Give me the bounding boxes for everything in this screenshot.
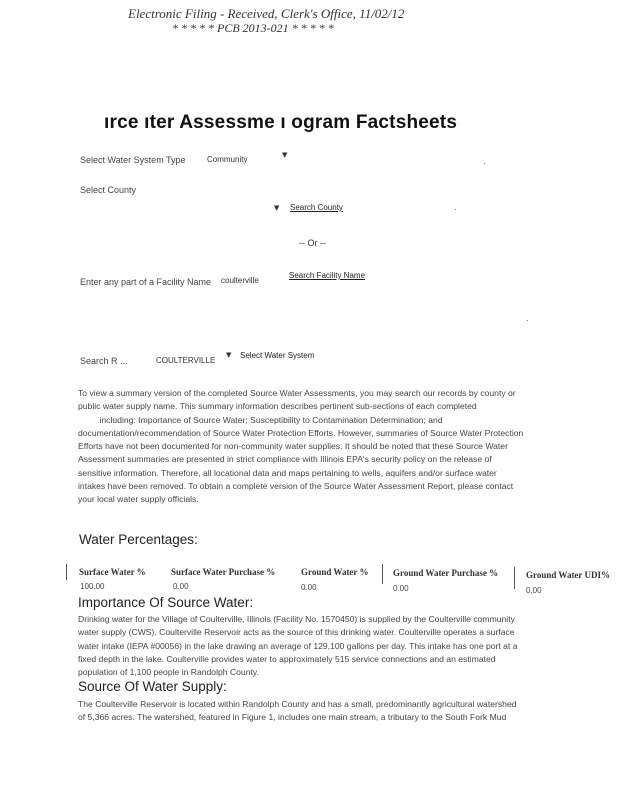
table-header: Ground Water Purchase %	[393, 568, 499, 578]
table-divider	[382, 564, 383, 584]
table-divider	[66, 564, 67, 580]
paragraph-line: Assessment summaries are presented in strict compliance with Illinois EPA's security policy on the release of	[78, 454, 492, 465]
paragraph-line: public water supply name. This summary information describes pertinent sub-sections of each completed	[78, 401, 477, 412]
water-system-type-label: Select Water System Type	[80, 155, 186, 165]
filing-stamp-line-2: * * * * * PCB 2013-021 * * * * *	[172, 21, 334, 35]
chevron-down-icon[interactable]: ▼	[226, 351, 232, 359]
intro-paragraph	[78, 387, 548, 507]
facility-name-input[interactable]	[221, 270, 259, 288]
paragraph-line: Efforts have not been documented for non-community water supplies. It should be noted that these Source Water	[78, 441, 508, 452]
chevron-down-icon[interactable]: ▼	[274, 204, 280, 212]
paragraph-line: water intake (IEPA #00056) in the lake drawing an average of 129,100 gallons per day. This intake has one port at a	[78, 640, 518, 651]
paragraph-line: of 5,366 acres. The watershed, featured in Figure 1, includes one main stream, a tributary to the South Fork Mud	[78, 712, 507, 723]
select-water-system-button[interactable]: Select Water System	[240, 351, 315, 360]
paragraph-line: Drinking water for the Village of Coulterville, Illinois (Facility No. 1570450) is supplied by the Coulterville community	[78, 614, 515, 624]
scan-speck	[527, 320, 528, 321]
source-paragraph	[78, 698, 558, 725]
table-header: Ground Water %	[301, 567, 369, 577]
table-cell: 0.00	[301, 583, 317, 592]
paragraph-line: To view a summary version of the completed Source Water Assessments, you may search our records by county or	[78, 388, 516, 398]
search-results-select[interactable]	[156, 350, 215, 368]
table-cell: 100.00	[80, 582, 105, 591]
paragraph-line: fixed depth in the lake. Coulterville provides water to approximately 515 service connections and an estimated	[78, 653, 496, 664]
source-heading: Source Of Water Supply:	[78, 679, 227, 694]
paragraph-line: including: Importance of Source Water; Susceptibility to Contamination Determination; and	[78, 414, 443, 425]
facility-name-value: coulterville	[221, 276, 259, 285]
scan-speck	[455, 209, 456, 210]
table-cell: 0.00	[526, 586, 542, 595]
search-results-value: COULTERVILLE	[156, 356, 216, 365]
search-facility-button[interactable]: Search Facility Name	[289, 271, 366, 280]
county-label: Select County	[80, 185, 137, 195]
search-results-label: Search R ...	[80, 356, 128, 366]
page-title: ırce ıter Assessme ı ogram Factsheets	[104, 112, 458, 133]
paragraph-line: sensitive information. Therefore, all locational data and maps pertaining to wells, aquifers and/or surface water	[78, 467, 497, 478]
water-percentages-heading: Water Percentages:	[79, 532, 198, 547]
facility-name-label: Enter any part of a Facility Name	[80, 277, 212, 287]
table-divider	[514, 567, 515, 589]
or-divider: -- Or --	[299, 238, 326, 248]
paragraph-line: water supply (CWS). Coulterville Reservoir acts as the source of this drinking water. Coulterville operates a surface	[78, 627, 515, 638]
scan-speck	[484, 163, 485, 164]
filing-stamp-line-1: Electronic Filing - Received, Clerk's Office, 11/02/12	[128, 6, 405, 21]
search-county-button[interactable]: Search County	[290, 203, 343, 212]
paragraph-line: your local water supply officials.	[78, 494, 199, 505]
chevron-down-icon[interactable]: ▼	[282, 151, 288, 159]
table-header: Surface Water %	[79, 567, 146, 577]
table-cell: 0.00	[173, 582, 189, 591]
importance-paragraph	[78, 613, 558, 679]
importance-heading: Importance Of Source Water:	[78, 595, 254, 610]
water-system-type-select[interactable]	[207, 149, 247, 167]
table-cell: 0.00	[393, 584, 409, 593]
paragraph-line: intakes have been removed. To obtain a complete version of the Source Water Assessment Report, please contact	[78, 481, 514, 492]
paragraph-line: documentation/recommendation of Source Water Protection Efforts. However, summaries of Source Water Protection	[78, 427, 524, 438]
paragraph-line: population of 1,100 people in Randolph County.	[78, 667, 259, 678]
table-header: Ground Water UDI%	[526, 570, 611, 580]
paragraph-line: The Coulterville Reservoir is located within Randolph County and has a small, predominantly agricultural watershed	[78, 699, 517, 709]
water-system-type-value: Community	[207, 155, 248, 164]
table-header: Surface Water Purchase %	[171, 567, 276, 577]
